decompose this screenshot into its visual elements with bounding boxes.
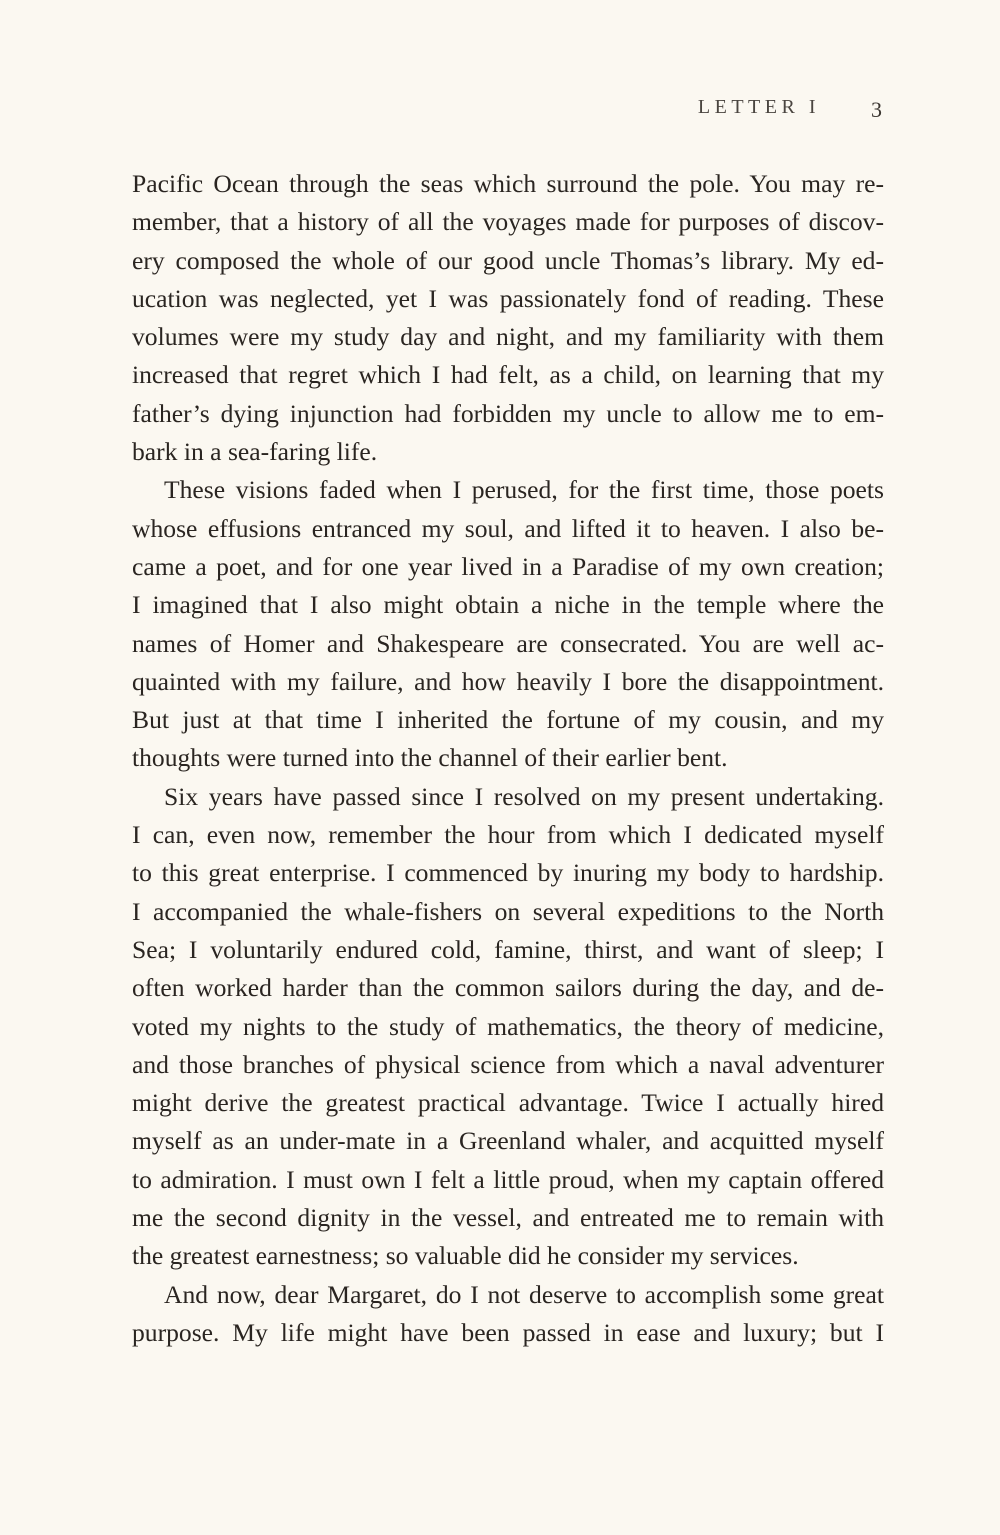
text-line: thoughts were turned into the channel of their earlier bent.	[132, 743, 728, 773]
text-line: I can, even now, remember the hour from which I dedicated myself	[132, 820, 884, 850]
text-line: purpose. My life might have been passed in ease and luxury; but I	[132, 1317, 884, 1347]
text-line: to admiration. I must own I felt a little proud, when my captain offered	[132, 1164, 884, 1194]
text-line: Sea; I voluntarily endured cold, famine, thirst, and want of sleep; I	[132, 934, 884, 964]
body-text	[132, 165, 884, 1352]
text-line: But just at that time I inherited the fortune of my cousin, and my	[132, 705, 884, 735]
text-line: Pacific Ocean through the seas which surround the pole. You may re-	[132, 169, 884, 198]
text-line: I accompanied the whale-fishers on several expeditions to the North	[132, 896, 884, 926]
text-line: volumes were my study day and night, and my familiarity with them	[132, 322, 884, 352]
paragraph	[132, 471, 884, 777]
text-line: came a poet, and for one year lived in a Paradise of my own creation;	[132, 551, 884, 581]
text-line: the greatest earnestness; so valuable did he consider my services.	[132, 1241, 799, 1271]
text-line: ucation was neglected, yet I was passionately fond of reading. These	[132, 283, 884, 313]
text-line: names of Homer and Shakespeare are consecrated. You are well ac-	[132, 628, 884, 658]
page-number: 3	[871, 97, 882, 122]
text-line: me the second dignity in the vessel, and entreated me to remain with	[132, 1203, 884, 1233]
running-title: LETTER I	[697, 96, 820, 118]
text-line: voted my nights to the study of mathematics, the theory of medicine,	[132, 1011, 884, 1041]
text-line: to this great enterprise. I commenced by inuring my body to hardship.	[132, 858, 884, 888]
text-line: bark in a sea-faring life.	[132, 437, 378, 467]
text-line: member, that a history of all the voyages made for purposes of discov-	[132, 207, 884, 237]
paragraph	[132, 778, 884, 1276]
text-line: ery composed the whole of our good uncle Thomas’s library. My ed-	[132, 245, 884, 275]
text-line: And now, dear Margaret, do I not deserve to accomplish some great	[164, 1279, 884, 1309]
text-line: whose effusions entranced my soul, and lifted it to heaven. I also be-	[132, 513, 884, 543]
paragraph	[132, 165, 884, 471]
text-line: increased that regret which I had felt, as a child, on learning that my	[132, 360, 884, 390]
text-line: father’s dying injunction had forbidden my uncle to allow me to em-	[132, 398, 884, 428]
text-line: often worked harder than the common sailors during the day, and de-	[132, 973, 884, 1003]
text-line: might derive the greatest practical advantage. Twice I actually hired	[132, 1088, 884, 1118]
text-line: quainted with my failure, and how heavily I bore the disappointment.	[132, 666, 884, 696]
text-line: myself as an under-mate in a Greenland whaler, and acquitted myself	[132, 1126, 884, 1156]
text-line: Six years have passed since I resolved on my present undertaking.	[164, 781, 884, 811]
running-head	[132, 96, 884, 126]
text-line: and those branches of physical science from which a naval adventurer	[132, 1049, 884, 1079]
paragraph	[132, 1276, 884, 1353]
text-line: I imagined that I also might obtain a niche in the temple where the	[132, 590, 884, 620]
text-line: These visions faded when I perused, for the first time, those poets	[164, 475, 884, 505]
